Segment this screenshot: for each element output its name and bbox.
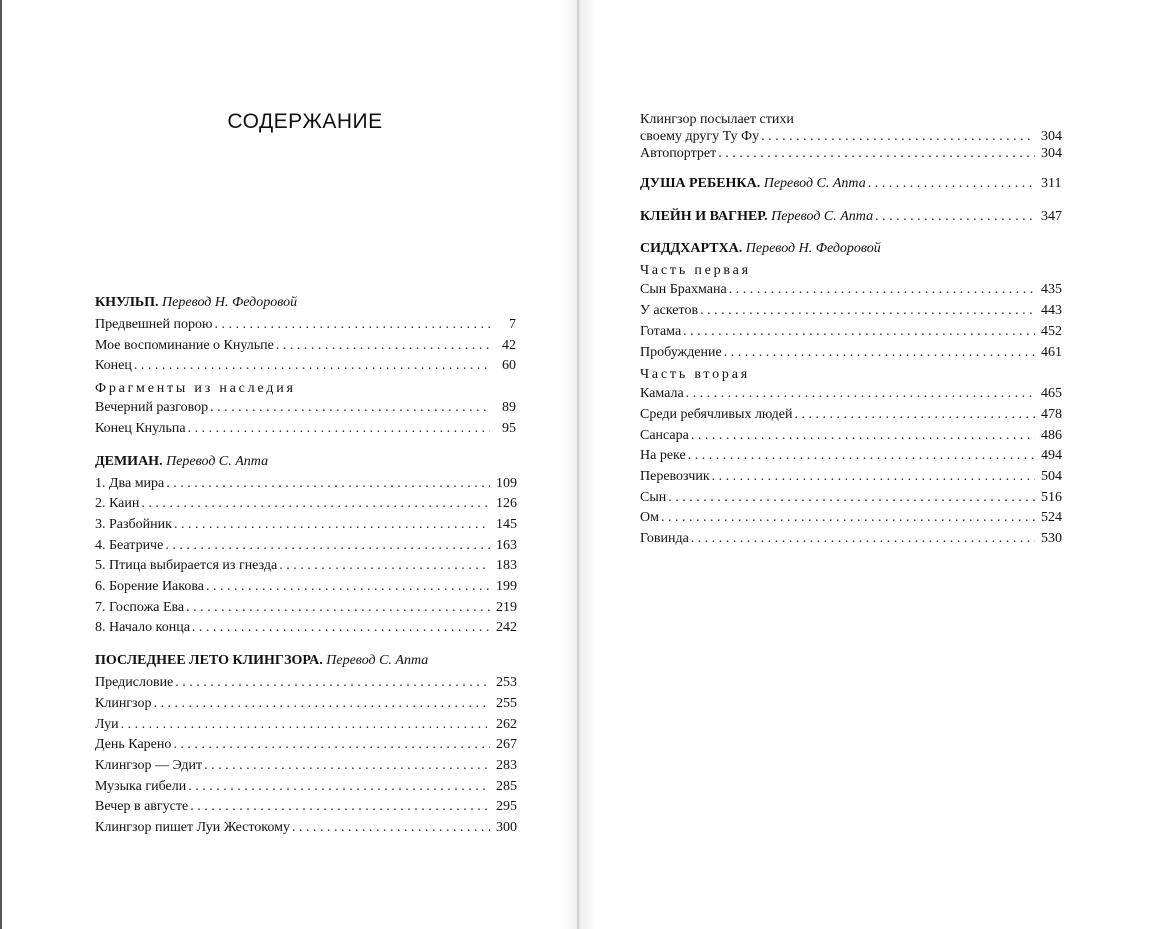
section-heading <box>640 239 1061 258</box>
toc-entry[interactable] <box>95 356 516 377</box>
dot-leader <box>154 694 491 715</box>
dot-leader <box>868 174 1035 195</box>
toc-entry-title: Пробуждение <box>640 344 722 360</box>
toc-entry-page: 524 <box>1041 510 1062 526</box>
toc-entry[interactable] <box>640 343 1061 364</box>
toc-section-knulp <box>95 293 516 440</box>
toc-entry-title: Ом <box>640 510 659 526</box>
toc-entry-page: 304 <box>1041 146 1062 161</box>
toc-entry-title: Сансара <box>640 427 689 443</box>
toc-entry-page: 311 <box>1041 176 1062 191</box>
toc-entry-title: Музыка гибели <box>95 778 187 794</box>
toc-entry-page: 42 <box>502 337 516 353</box>
toc-entry[interactable] <box>95 494 516 515</box>
toc-entry-title: Конец <box>95 358 132 374</box>
toc-entry[interactable] <box>95 777 516 798</box>
section-translator: Перевод С. Апта <box>771 208 874 224</box>
toc-entry-title: Среди ребячливых людей <box>640 406 793 422</box>
toc-entry-line: Клингзор посылает стихи <box>640 112 794 127</box>
toc-entry-page: 183 <box>496 558 517 574</box>
dot-leader <box>190 797 490 818</box>
section-translator: Перевод Н. Федоровой <box>745 241 881 257</box>
section-translator: Перевод Н. Федоровой <box>162 295 298 310</box>
toc-section-klingsor-continued <box>640 112 1061 162</box>
dot-leader <box>700 301 1035 322</box>
section-heading <box>95 452 516 471</box>
toc-entry[interactable] <box>95 474 516 495</box>
dot-leader <box>214 315 490 336</box>
toc-entry-title: Камала <box>640 386 684 402</box>
section-subheading: Фрагменты из наследия <box>95 381 296 397</box>
section-translator: Перевод С. Апта <box>166 453 269 469</box>
toc-entry-page: 283 <box>496 757 517 773</box>
dot-leader <box>175 673 490 694</box>
toc-entry-page: 60 <box>502 358 516 374</box>
dot-leader <box>712 467 1035 488</box>
dot-leader <box>686 384 1035 405</box>
section-title: ПОСЛЕДНЕЕ ЛЕТО КЛИНГЗОРА. <box>95 653 323 669</box>
toc-entry-page: 452 <box>1041 323 1062 339</box>
toc-entry[interactable] <box>640 467 1061 488</box>
dot-leader <box>661 508 1035 529</box>
toc-entry-page: 516 <box>1041 489 1062 505</box>
dot-leader <box>141 494 490 515</box>
dot-leader <box>166 474 490 495</box>
toc-entry-title: 8. Начало конца <box>95 620 190 636</box>
toc-entry-page: 253 <box>496 675 517 691</box>
dot-leader <box>691 426 1035 447</box>
toc-entry-title: Луи <box>95 716 119 732</box>
toc-entry[interactable] <box>95 515 516 536</box>
dot-leader <box>204 756 490 777</box>
toc-entry[interactable] <box>95 556 516 577</box>
toc-entry-title: 2. Каин <box>95 496 140 512</box>
toc-entry[interactable] <box>95 336 516 357</box>
dot-leader <box>279 556 490 577</box>
toc-entry-title: 6. Борение Иакова <box>95 579 205 595</box>
dot-leader <box>173 735 490 756</box>
toc-entry[interactable] <box>640 207 1061 228</box>
toc-entry[interactable] <box>640 145 1061 162</box>
section-title: ДЕМИАН. <box>95 453 163 469</box>
section-title: ДУША РЕБЕНКА. <box>640 176 761 191</box>
dot-leader <box>729 280 1035 301</box>
toc-entry-title: Перевозчик <box>640 469 710 485</box>
toc-entry-page: 443 <box>1041 303 1062 319</box>
toc-entry-title: 1. Два мира <box>95 475 165 491</box>
toc-entry-title: День Карено <box>95 737 172 753</box>
toc-entry-page: 461 <box>1041 344 1062 360</box>
toc-entry-page: 262 <box>496 716 517 732</box>
toc-entry-page: 219 <box>496 599 517 615</box>
toc-entry-page: 494 <box>1041 448 1062 464</box>
section-title: КЛЕЙН И ВАГНЕР. <box>640 208 768 224</box>
toc-entry[interactable] <box>640 128 1061 145</box>
section-translator: Перевод С. Апта <box>326 653 429 669</box>
toc-section-demian <box>95 452 516 640</box>
toc-entry-title: 7. Госпожа Ева <box>95 599 185 615</box>
toc-entry-page: 465 <box>1041 386 1062 402</box>
section-translator: Перевод С. Апта <box>763 176 866 191</box>
toc-entry[interactable] <box>640 384 1061 405</box>
toc-entry[interactable] <box>640 508 1061 529</box>
dot-leader <box>718 145 1035 162</box>
toc-entry-page: 300 <box>496 820 517 836</box>
toc-entry-title: Клингзор <box>95 695 152 711</box>
toc-entry-page: 109 <box>496 475 517 491</box>
toc-entry-page: 126 <box>496 496 517 512</box>
toc-entry[interactable] <box>95 577 516 598</box>
toc-entry-title: своему другу Ту Фу <box>640 129 760 144</box>
toc-entry-title: Говинда <box>640 531 689 547</box>
dot-leader <box>134 356 490 377</box>
section-heading <box>95 651 516 670</box>
toc-entry-title: У аскетов <box>640 303 699 319</box>
toc-entry-title: Сын Брахмана <box>640 282 727 298</box>
toc-section-klein <box>640 207 1061 228</box>
dot-leader <box>188 777 490 798</box>
toc-entry[interactable] <box>640 280 1061 301</box>
toc-entry-page: 95 <box>502 420 516 436</box>
dot-leader <box>174 515 490 536</box>
section-subheading: Часть вторая <box>640 367 750 383</box>
page-title: СОДЕРЖАНИЕ <box>227 110 383 133</box>
toc-entry-title: Клингзор пишет Луи Жестокому <box>95 820 290 836</box>
toc-entry-title: Вечерний разговор <box>95 400 209 416</box>
toc-entry-title: 4. Беатриче <box>95 537 164 553</box>
toc-entry-page: 242 <box>496 620 517 636</box>
section-subheading: Часть первая <box>640 263 751 279</box>
dot-leader <box>192 618 490 639</box>
toc-entry-title: Мое воспоминание о Кнульпе <box>95 337 274 353</box>
toc-entry-title: 3. Разбойник <box>95 516 172 532</box>
dot-leader <box>165 536 490 557</box>
toc-entry-page: 285 <box>496 778 517 794</box>
toc-entry[interactable] <box>95 398 516 419</box>
toc-entry-page: 304 <box>1041 129 1062 144</box>
toc-entry-title: Вечер в августе <box>95 799 189 815</box>
toc-entry[interactable] <box>640 446 1061 467</box>
dot-leader <box>683 322 1035 343</box>
toc-entry-page: 295 <box>496 799 517 815</box>
toc-entry[interactable] <box>95 797 516 818</box>
toc-entry[interactable] <box>640 174 1061 195</box>
toc-entry[interactable] <box>640 405 1061 426</box>
section-title: КНУЛЬП. <box>95 295 159 310</box>
toc-entry[interactable] <box>95 818 516 839</box>
toc-entry[interactable] <box>95 694 516 715</box>
dot-leader <box>875 207 1035 228</box>
dot-leader <box>795 405 1035 426</box>
toc-entry[interactable] <box>95 735 516 756</box>
toc-section-soul <box>640 174 1061 195</box>
toc-entry-title: Предвешней порою <box>95 317 213 332</box>
dot-leader <box>292 818 490 839</box>
toc-entry[interactable] <box>95 618 516 639</box>
toc-entry-title: Конец Кнульпа <box>95 420 186 436</box>
toc-entry[interactable] <box>95 419 516 440</box>
toc-entry-page: 486 <box>1041 427 1062 443</box>
toc-entry-page: 267 <box>496 737 517 753</box>
dot-leader <box>691 529 1035 550</box>
toc-entry[interactable] <box>640 322 1061 343</box>
toc-entry[interactable] <box>95 598 516 619</box>
toc-section-klingsor <box>95 651 516 839</box>
toc-entry-title: Готама <box>640 323 682 339</box>
dot-leader <box>210 398 490 419</box>
dot-leader <box>668 488 1035 509</box>
toc-entry-page: 145 <box>496 516 517 532</box>
dot-leader <box>761 128 1035 145</box>
toc-entry-page: 504 <box>1041 469 1062 485</box>
dot-leader <box>724 343 1035 364</box>
dot-leader <box>206 577 490 598</box>
toc-entry-title: Сын <box>640 489 667 505</box>
toc-entry-page: 255 <box>496 695 517 711</box>
toc-right-column <box>640 112 1061 562</box>
toc-entry-title: Предисловие <box>95 675 174 691</box>
toc-entry-page: 435 <box>1041 282 1062 298</box>
toc-entry-title: На реке <box>640 448 686 464</box>
toc-entry-page: 478 <box>1041 406 1062 422</box>
toc-entry[interactable] <box>640 529 1061 550</box>
dot-leader <box>121 715 490 736</box>
toc-entry[interactable] <box>95 536 516 557</box>
toc-entry-title: Клингзор — Эдит <box>95 757 203 773</box>
toc-entry[interactable] <box>640 488 1061 509</box>
toc-section-siddhartha <box>640 239 1061 549</box>
toc-entry[interactable] <box>95 315 516 336</box>
toc-entry-page: 347 <box>1041 208 1062 224</box>
dot-leader <box>186 598 490 619</box>
toc-entry[interactable] <box>640 426 1061 447</box>
toc-entry[interactable] <box>640 301 1061 322</box>
toc-entry-title: Автопортрет <box>640 146 717 161</box>
toc-left-column <box>95 293 516 851</box>
toc-entry-page: 163 <box>496 537 517 553</box>
toc-entry[interactable] <box>95 715 516 736</box>
section-heading <box>95 293 516 312</box>
dot-leader <box>688 446 1035 467</box>
toc-entry[interactable] <box>95 673 516 694</box>
section-title: СИДДХАРТХА. <box>640 241 743 257</box>
dot-leader <box>276 336 490 357</box>
toc-entry[interactable] <box>95 756 516 777</box>
toc-entry-page: 89 <box>502 400 516 416</box>
toc-entry-page: 199 <box>496 579 517 595</box>
toc-entry-page: 530 <box>1041 531 1062 547</box>
toc-entry-title: 5. Птица выбирается из гнезда <box>95 558 278 574</box>
dot-leader <box>188 419 490 440</box>
toc-entry-page: 7 <box>509 317 516 332</box>
